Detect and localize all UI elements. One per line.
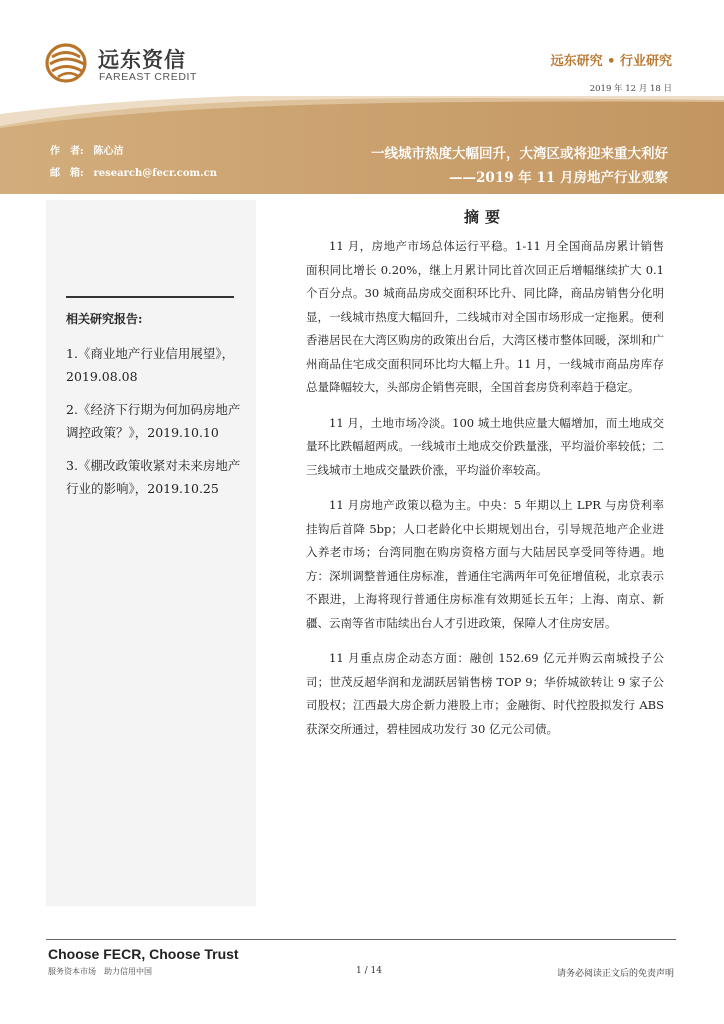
- author-name: 陈心洁: [93, 146, 124, 157]
- related-report-item[interactable]: 1.《商业地产行业信用展望》，2019.08.08: [66, 346, 235, 384]
- author-label: 作 者:: [50, 146, 84, 157]
- email-row: [50, 164, 217, 179]
- related-report-item[interactable]: 3.《棚改政策收紧对未来房地产行业的影响》，2019.10.25: [66, 458, 241, 496]
- summary-section: [306, 200, 664, 753]
- footer-disclaimer: 请务必阅读正文后的免责声明: [556, 969, 674, 979]
- fareast-logo-icon: [44, 40, 92, 86]
- footer-divider: [46, 939, 676, 940]
- related-report-item[interactable]: 2.《经济下行期为何加码房地产调控政策？》，2019.10.10: [66, 402, 241, 440]
- report-type: 远东研究 • 行业研究: [550, 54, 672, 69]
- page-header: [0, 0, 724, 100]
- footer-slogan-sub: 服务资本市场 助力信用中国: [48, 967, 152, 976]
- summary-paragraph: 11 月，房地产市场总体运行平稳。1-11 月全国商品房累计销售面积同比增长 0.20%，继上月累计同比首次回正后增幅继续扩大 0.1 个百分点。30 城商品房成交面积环比升、同比降，商品房销售分化明显，一线城市热度大幅回升，二线城市对全国市场形成一定拖累。便利香港居民在大湾区购房的政策出台后，大湾区楼市整体回暖，深圳和广州商品住宅成交面积同环比均大幅上升。11 月，一线城市商品房库存总量降幅较大，头部房企销售亮眼，全国首套房贷利率趋于稳定。: [306, 239, 664, 394]
- footer-slogan: Choose FECR, Choose Trust: [48, 946, 239, 962]
- report-subtitle: ——2019 年 11 月房地产行业观察: [449, 170, 668, 186]
- summary-paragraph: 11 月，土地市场冷淡。100 城土地供应量大幅增加，而土地成交量环比跌幅超两成。一线城市土地成交价跌量涨，平均溢价率较低；二三线城市土地成交量跌价涨，平均溢价率较高。: [306, 415, 664, 477]
- sidebar-divider: [66, 296, 234, 298]
- company-logo: [44, 40, 198, 86]
- author-row: [50, 142, 123, 157]
- summary-paragraph: 11 月房地产政策以稳为主。中央：5 年期以上 LPR 与房贷利率挂钩后首降 5bp；人口老龄化中长期规划出台，引导规范地产企业进入养老市场；台湾同胞在购房资格方面与大陆居民享受同等待遇。地方：深圳调整普通住房标准，普通住宅满两年可免征增值税，北京表示不跟进，上海将现行普通住房标准有效期延长五年；上海、南京、新疆、云南等省市陆续出台人才引进政策，保障人才住房安居。: [306, 498, 664, 630]
- email-label: 邮 箱:: [50, 168, 84, 179]
- report-date: 2019 年 12 月 18 日: [589, 84, 672, 94]
- logo-text-cn: 远东资信: [98, 48, 186, 72]
- related-reports-sidebar: [46, 200, 256, 906]
- report-title: 一线城市热度大幅回升，大湾区或将迎来重大利好: [371, 146, 668, 162]
- related-reports-heading: 相关研究报告:: [66, 312, 143, 326]
- logo-text-en: FAREAST CREDIT: [99, 71, 198, 83]
- summary-paragraph: 11 月重点房企动态方面：融创 152.69 亿元并购云南城投子公司；世茂反超华润和龙湖跃居销售榜 TOP 9；华侨城欲转让 9 家子公司股权；江西最大房企新力港股上市；金融街、时代控股拟发行 ABS 获深交所通过，碧桂园成功发行 30 亿元公司债。: [306, 651, 664, 736]
- email-link[interactable]: research@fecr.com.cn: [93, 168, 217, 179]
- page-number: 1 / 14: [356, 966, 382, 976]
- related-reports-list: [66, 342, 248, 510]
- summary-heading: 摘要: [463, 208, 506, 226]
